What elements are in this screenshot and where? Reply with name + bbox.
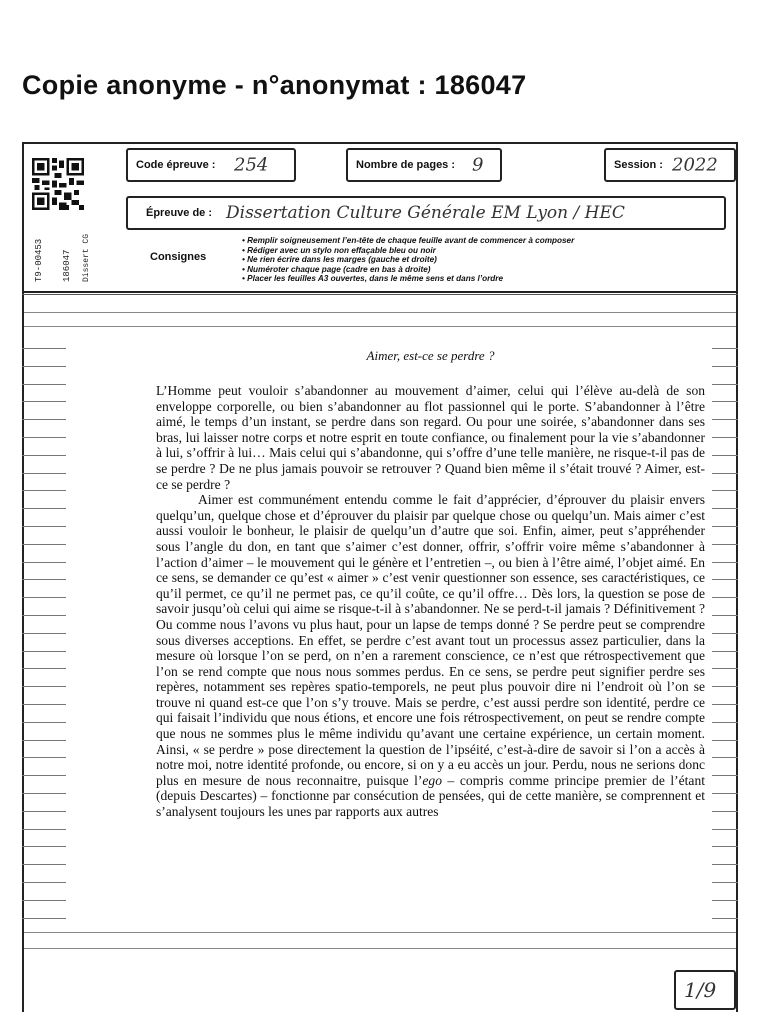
margin-rule-right: [712, 918, 738, 919]
ruled-line: [24, 312, 736, 313]
ruled-line: [24, 326, 736, 327]
session-label: Session :: [614, 159, 663, 171]
epreuve-de-field[interactable]: [126, 196, 726, 230]
margin-rule-left: [22, 437, 66, 438]
anonymous-copy-title: Copie anonyme - n°anonymat : 186047: [22, 70, 527, 100]
margin-rule-left: [22, 508, 66, 509]
candidate-number: 186047: [62, 249, 72, 282]
session-value: 2022: [672, 154, 718, 176]
margin-rule-left: [22, 864, 66, 865]
margin-rule-left: [22, 419, 66, 420]
margin-rule-left: [22, 401, 66, 402]
margin-rule-left: [22, 793, 66, 794]
margin-rule-left: [22, 579, 66, 580]
margin-rule-left: [22, 686, 66, 687]
exam-type-code: Dissert CG: [82, 233, 91, 282]
code-epreuve-value: 254: [234, 154, 269, 176]
nombre-pages-value: 9: [472, 154, 484, 176]
margin-rule-left: [22, 348, 66, 349]
margin-rule-left: [22, 473, 66, 474]
margin-rule-right: [712, 544, 738, 545]
essay-text-italic: ego: [422, 772, 442, 788]
essay-paragraph-intro: L’Homme peut vouloir s’abandonner au mouvement d’aimer, celui qui l’élève au-delà de son enveloppe corporelle, ou bien s’abandonner au flot passionnel qui le porte. S’abandonner à l’être aimé, le temps d’un instant, se perdre dans son regard. Ou pour une soirée, s’abandonner dans ses bras, lui laisser notre corps et notre esprit en toute confiance, ou finalement pour la vie s’abandonner à lui, s’offrir à lui… Mais celui qui s’abandonne, qui s’offre d’une telle manière, ne risque-t-il pas de se perdre ? De ne plus jamais pouvoir se retrouver ? Quand bien même il s’était trouvé ? Aimer, est-ce se perdre ?: [156, 383, 705, 492]
margin-rule-right: [712, 811, 738, 812]
margin-rule-left: [22, 722, 66, 723]
margin-rule-left: [22, 490, 66, 491]
margin-rule-left: [22, 668, 66, 669]
epreuve-de-label: Épreuve de :: [146, 207, 213, 219]
margin-rule-right: [712, 401, 738, 402]
margin-rule-right: [712, 704, 738, 705]
margin-rule-right: [712, 775, 738, 776]
ruled-line: [24, 948, 736, 949]
margin-rule-right: [712, 455, 738, 456]
margin-rule-right: [712, 562, 738, 563]
essay-text: Aimer est communément entendu comme le fait d’apprécier, d’éprouver du plaisir envers quelqu’un, quelque chose et d’éprouver du plaisir par quelque chose ou quelqu’un. Mais aimer c’est aussi vouloir le bonheur, le plaisir de quelqu’un d’autre que soi. Enfin, aimer, peut s’appréhender sous l’angle du don, en tant que s’aimer c’est donner, offrir, s’offrir voire même s’abandonner à l’action d’aimer – le mouvement qui le génère et l’entretien –, ou bien à l’être aimé, l’objet aimé. En ce sens, se demander ce qu’est « aimer » c’est venir questionner son essence, ses caractéristiques, ce qu’il permet, ce qu’il ne permet pas, ce qu’il coûte, ce qu’il offre… Dès lors, la question se pose de savoir jusqu’où celui qui aime se risque-t-il à s’abandonner. Ne se perd-t-il jamais ? Définitivement ? Ou comme nous l’avons vu plus haut, pour un lapse de temps donné ? Se perdre peut se comprendre sous diverses acceptions. En effet, se perdre c’est avant tout un processus assez particulier, dans la mesure où lorsque l’on se perd, on n’en a rarement conscience, ce n’est que rétrospectivement que l’on se rend compte que nous nous sommes perdus. En ce sens, se perdre peut signifier perdre ses repères, notamment ses repères spatio-temporels, ne peut plus pouvoir dire ni l’endroit où l’on se trouve ni quand est-ce que l’on s’y trouve. Mais se perdre, c’est aussi perdre son identité, perdre ce qui faisait l’individu que nous étions, et encore une fois rétrospectivement, on peut se rendre compte que nous ne sommes plus le même individu qu’avant une certaine expérience, un certain moment. Ainsi, « se perdre » pose directement la question de l’ipséité, c’est-à-dire de savoir si l’on a accès à notre moi, notre identité profonde, ou encore, si on y a eu accès un jour. Perdu, nous ne serions donc plus en mesure de nous reconnaitre, puisque l’: [156, 492, 705, 788]
margin-rule-left: [22, 597, 66, 598]
margin-rule-right: [712, 846, 738, 847]
margin-rule-left: [22, 882, 66, 883]
nombre-pages-field[interactable]: [346, 148, 502, 182]
nombre-pages-label: Nombre de pages :: [356, 159, 456, 171]
code-epreuve-label: Code épreuve :: [136, 159, 216, 171]
margin-rule-left: [22, 455, 66, 456]
consignes-list: [242, 236, 574, 284]
margin-rule-left: [22, 384, 66, 385]
margin-rule-right: [712, 757, 738, 758]
margin-rule-right: [712, 473, 738, 474]
page-number-box[interactable]: [674, 970, 736, 1010]
margin-rule-right: [712, 508, 738, 509]
margin-rule-left: [22, 757, 66, 758]
margin-rule-left: [22, 811, 66, 812]
margin-rule-right: [712, 686, 738, 687]
margin-rule-right: [712, 615, 738, 616]
sheet-code: T9-00453: [34, 238, 44, 282]
qr-code-icon: [32, 158, 84, 210]
margin-rule-right: [712, 384, 738, 385]
margin-rule-right: [712, 793, 738, 794]
margin-rule-right: [712, 668, 738, 669]
margin-rule-left: [22, 704, 66, 705]
consigne-item: • Rédiger avec un stylo non effaçable bleu ou noir: [242, 245, 436, 255]
margin-rule-right: [712, 740, 738, 741]
margin-rule-right: [712, 419, 738, 420]
margin-rule-right: [712, 348, 738, 349]
consigne-item: • Placer les feuilles A3 ouvertes, dans le même sens et dans l’ordre: [242, 274, 504, 284]
consigne-item: • Numéroter chaque page (cadre en bas à droite): [242, 264, 431, 274]
margin-rule-right: [712, 651, 738, 652]
margin-rule-right: [712, 490, 738, 491]
margin-rule-right: [712, 597, 738, 598]
epreuve-de-value: Dissertation Culture Générale EM Lyon / HEC: [226, 203, 625, 223]
consigne-item: • Ne rien écrire dans les marges (gauche et droite): [242, 255, 437, 265]
margin-rule-right: [712, 900, 738, 901]
margin-rule-right: [712, 579, 738, 580]
margin-rule-left: [22, 829, 66, 830]
margin-rule-left: [22, 526, 66, 527]
margin-rule-right: [712, 437, 738, 438]
margin-rule-right: [712, 633, 738, 634]
essay-paragraph: [156, 492, 705, 819]
ruled-line: [24, 932, 736, 933]
margin-rule-right: [712, 722, 738, 723]
consigne-item: • Remplir soigneusement l’en-tête de chaque feuille avant de commencer à composer: [242, 236, 575, 245]
margin-rule-left: [22, 918, 66, 919]
margin-rule-left: [22, 562, 66, 563]
margin-rule-left: [22, 615, 66, 616]
essay-content: [156, 348, 705, 820]
margin-rule-left: [22, 846, 66, 847]
margin-rule-left: [22, 775, 66, 776]
margin-rule-right: [712, 829, 738, 830]
essay-text: – compris comme principe premier de l’étant (depuis Descartes) – fonctionne par consécution de pensées, qui de cette manière, se comprennent et s’analysent toujours les unes par rapports aux autres: [156, 772, 705, 820]
margin-rule-left: [22, 544, 66, 545]
margin-rule-right: [712, 366, 738, 367]
code-epreuve-field[interactable]: [126, 148, 296, 182]
consignes-label: Consignes: [150, 251, 207, 263]
page-number: 1/9: [684, 978, 717, 1002]
essay-title: Aimer, est-ce se perdre ?: [366, 348, 495, 363]
margin-rule-left: [22, 900, 66, 901]
margin-rule-left: [22, 366, 66, 367]
session-field[interactable]: [604, 148, 736, 182]
margin-rule-left: [22, 633, 66, 634]
margin-rule-left: [22, 740, 66, 741]
margin-rule-right: [712, 864, 738, 865]
margin-rule-right: [712, 526, 738, 527]
margin-rule-right: [712, 882, 738, 883]
margin-rule-left: [22, 651, 66, 652]
